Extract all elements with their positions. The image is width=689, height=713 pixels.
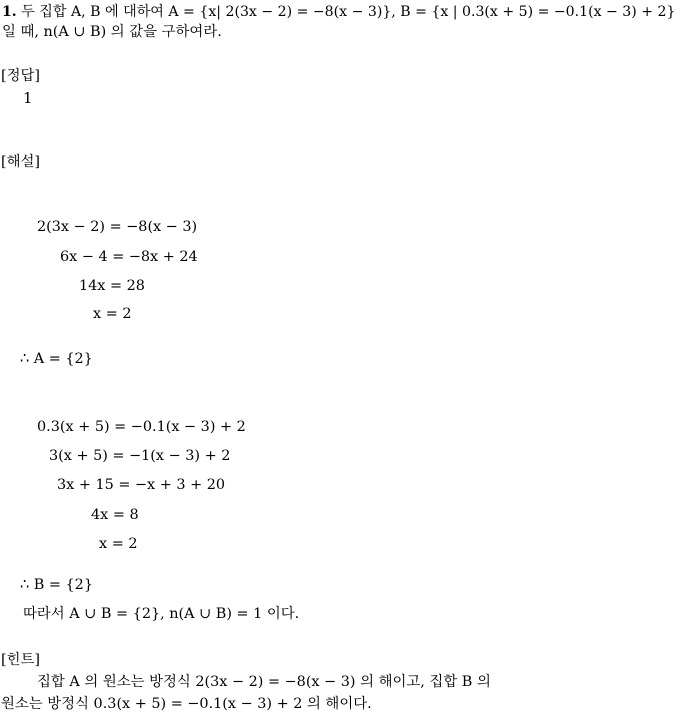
problem-line-2: 일 때, n(A ∪ B) 의 값을 구하여라. [2, 24, 222, 40]
problem-text-1: 두 집합 A, B 에 대하여 A = {x| 2(3x − 2) = −8(x − 3)}, B = {x | 0.3(x + 5) = −0.1(x − 3) + 2} [21, 4, 676, 20]
hint-line-1: 집합 A 의 원소는 방정식 2(3x − 2) = −8(x − 3) 의 해이고, 집합 B 의 [37, 674, 491, 690]
equation-a-4: x = 2 [93, 306, 132, 322]
equation-a-1: 2(3x − 2) = −8(x − 3) [37, 219, 198, 235]
answer-value: 1 [23, 89, 33, 107]
equation-b-4: 4x = 8 [91, 507, 139, 523]
equation-b-2: 3(x + 5) = −1(x − 3) + 2 [49, 448, 231, 464]
equation-a-3: 14x = 28 [79, 278, 145, 294]
equation-b-5: x = 2 [99, 536, 138, 552]
problem-number: 1. [2, 4, 17, 20]
problem-line-1 [2, 2, 675, 22]
result-a: ∴ A = {2} [20, 351, 93, 367]
equation-b-1: 0.3(x + 5) = −0.1(x − 3) + 2 [37, 419, 246, 435]
equation-b-3: 3x + 15 = −x + 3 + 20 [57, 477, 226, 493]
solution-label: [해설] [1, 154, 41, 170]
hint-line-2: 원소는 방정식 0.3(x + 5) = −0.1(x − 3) + 2 의 해이다. [1, 696, 372, 712]
equation-a-2: 6x − 4 = −8x + 24 [60, 249, 198, 265]
hint-label: [힌트] [1, 652, 41, 668]
answer-label: [정답] [1, 68, 41, 84]
conclusion: 따라서 A ∪ B = {2}, n(A ∪ B) = 1 이다. [23, 606, 300, 622]
result-b: ∴ B = {2} [20, 577, 93, 593]
